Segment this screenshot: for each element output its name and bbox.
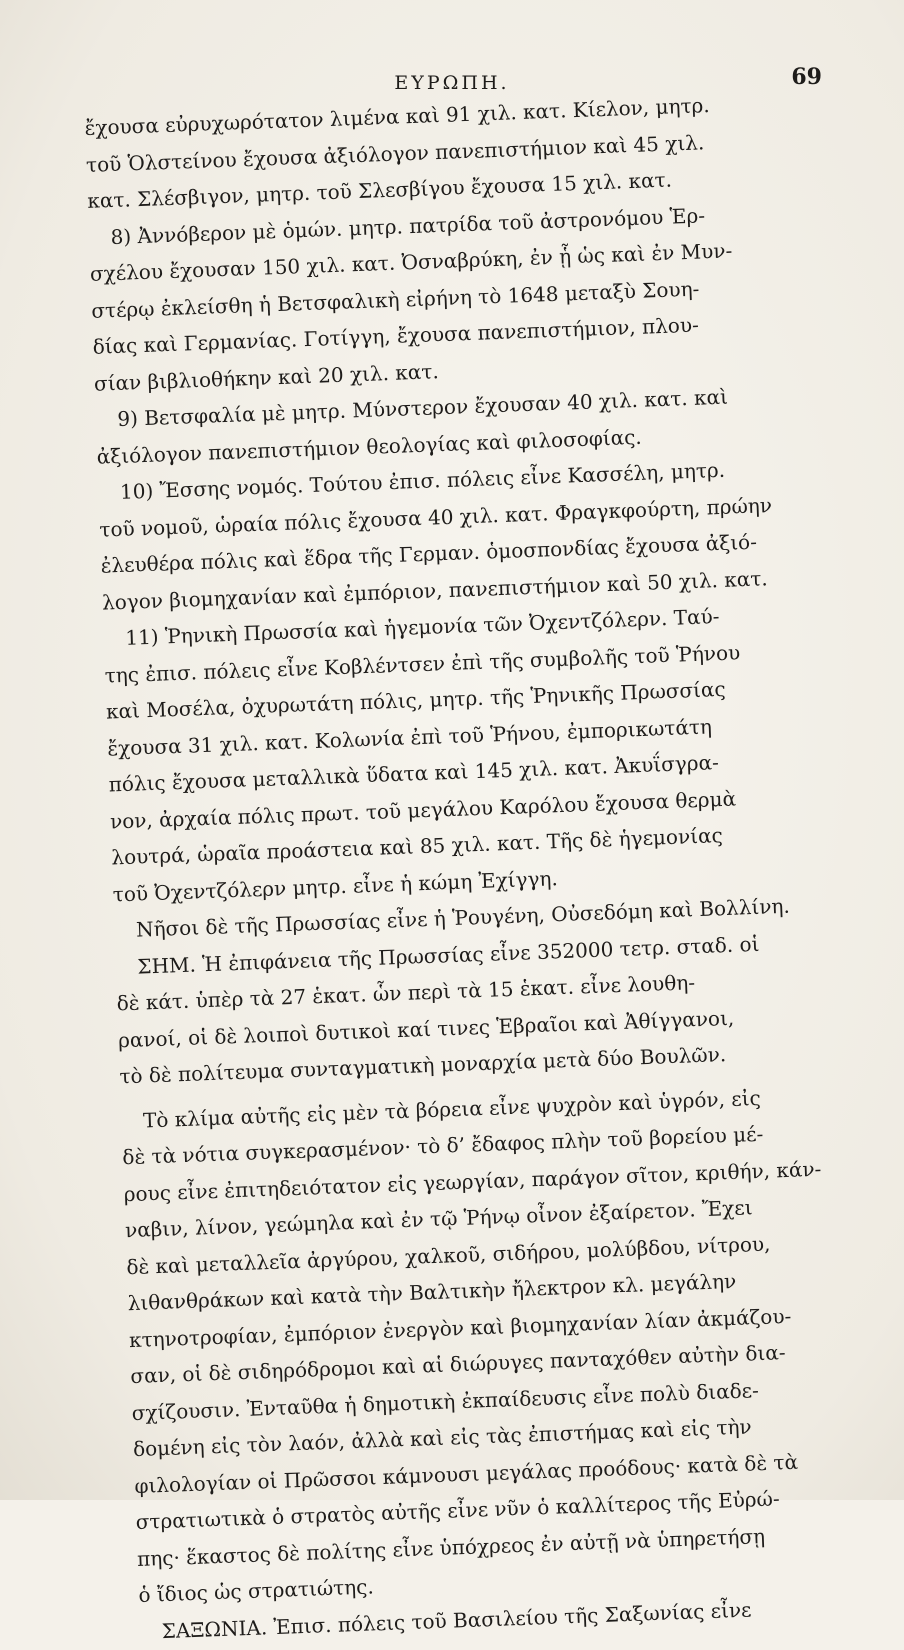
text-line: πόλις ἔχουσα μεταλλικὰ ὕδατα καὶ 145 χιλ. κατ. Ἀκυΐσγρα- bbox=[108, 750, 720, 797]
text-line: σίαν βιβλιοθήκην καὶ 20 χιλ. κατ. bbox=[93, 358, 440, 396]
text-line: δομένη εἰς τὸν λαόν, ἀλλὰ καὶ εἰς τὰς ἐπιστήμας καὶ εἰς τὴν bbox=[132, 1414, 753, 1462]
text-line: ρανοί, οἱ δὲ λοιποὶ δυτικοὶ καί τινες Ἑβραῖοι καὶ Ἀθίγγανοι, bbox=[117, 1005, 735, 1052]
text-line: 8) Ἀννόβερον μὲ ὁμών. μητρ. πατρίδα τοῦ ἀστρονόμου Ἑρ- bbox=[110, 202, 706, 249]
text-line: λουτρά, ὡραῖα προάστεια καὶ 85 χιλ. κατ. Τῆς δὲ ἡγεμονίας bbox=[110, 823, 724, 870]
text-line: Νῆσοι δὲ τῆς Πρωσσίας εἶνε ἡ Ῥουγένη, Οὐσεδόμη καὶ Βολλίνη. bbox=[135, 893, 791, 942]
text-line: δὲ κάτ. ὑπὲρ τὰ 27 ἑκατ. ὧν περὶ τὰ 15 ἑκατ. εἶνε λουθη- bbox=[116, 970, 696, 1016]
text-line: Τὸ κλίμα αὐτῆς εἰς μὲν τὰ βόρεια εἶνε ψυχρὸν καὶ ὑγρόν, εἰς bbox=[142, 1085, 762, 1133]
text-line: λιθανθράκων καὶ κατὰ τὴν Βαλτικὴν ἤλεκτρον κλ. μεγάλην bbox=[127, 1268, 737, 1316]
text-line: δὲ καὶ μεταλλεῖα ἀργύρου, χαλκοῦ, σιδήρου, μολύβδου, νίτρου, bbox=[125, 1231, 771, 1279]
text-line: σαν, οἱ δὲ σιδηρόδρομοι καὶ αἱ διώρυγες πανταχόθεν αὐτὴν δια- bbox=[129, 1340, 786, 1389]
text-line: ναβιν, λίνον, γεώμηλα καὶ ἐν τῷ Ῥήνῳ οἶνον ἐξαίρετον. Ἔχει bbox=[124, 1195, 753, 1243]
text-line: ὁ ἴδιος ὡς στρατιώτης. bbox=[138, 1574, 375, 1607]
text-line: τὸ δὲ πολίτευμα συνταγματικὴ μοναρχία μετὰ δύο Βουλῶν. bbox=[118, 1042, 727, 1089]
text-line: κτηνοτροφίαν, ἐμπόριον ἐνεργὸν καὶ βιομηχανίαν λίαν ἀκμάζου- bbox=[128, 1303, 792, 1352]
text-line: σχίζουσιν. Ἐνταῦθα ἡ δημοτικὴ ἐκπαίδευσις εἶνε πολὺ διαδε- bbox=[131, 1377, 760, 1425]
text-line: ἔχουσα εὐρυχωρότατον λιμένα καὶ 91 χιλ. κατ. Κίελον, μητρ. bbox=[84, 93, 711, 140]
text-line: 10) Ἔσσης νομός. Τούτου ἐπισ. πόλεις εἶνε Κασσέλη, μητρ. bbox=[119, 457, 726, 504]
text-line: δίας καὶ Γερμανίας. Γοτίγγη, ἔχουσα πανεπιστήμιον, πλου- bbox=[92, 312, 700, 359]
text-line: λογον βιομηχανίαν καὶ ἐμπόριον, πανεπιστήμιον καὶ 50 χιλ. κατ. bbox=[101, 565, 769, 615]
text-line: τοῦ νομοῦ, ὡραία πόλις ἔχουσα 40 χιλ. κατ. Φραγκφούρτη, πρώην bbox=[98, 492, 773, 542]
body-text bbox=[84, 83, 876, 1650]
running-head: ΕΥΡΩΠΗ. bbox=[394, 72, 510, 94]
text-line: ἐλευθέρα πόλις καὶ ἕδρα τῆς Γερμαν. ὁμοσπονδίας ἔχουσα ἀξιό- bbox=[100, 529, 758, 578]
text-line: ΣΗΜ. Ἡ ἐπιφάνεια τῆς Πρωσσίας εἶνε 352000 τετρ. σταδ. οἱ bbox=[136, 931, 760, 979]
text-line: δὲ τὰ νότια συγκερασμένον· τὸ δ’ ἔδαφος πλὴν τοῦ βορείου μέ- bbox=[121, 1121, 764, 1170]
text-line: νον, ἀρχαία πόλις πρωτ. τοῦ μεγάλου Καρόλου ἔχουσα θερμὰ bbox=[109, 786, 737, 834]
text-line: ἀξιόλογον πανεπιστήμιον θεολογίας καὶ φιλοσοφίας. bbox=[96, 424, 643, 469]
text-line: κατ. Σλέσβιγον, μητρ. τοῦ Σλεσβίγου ἔχουσα 15 χιλ. κατ. bbox=[86, 167, 673, 213]
text-line: φιλολογίαν οἱ Πρῶσσοι κάμνουσι μεγάλας προόδους· κατὰ δὲ τὰ bbox=[134, 1449, 799, 1498]
text-line: τοῦ Ὁλστείνου ἔχουσα ἀξιόλογον πανεπιστήμιον καὶ 45 χιλ. bbox=[85, 129, 705, 177]
text-line: καὶ Μοσέλα, ὀχυρωτάτη πόλις, μητρ. τῆς Ῥηνικῆς Πρωσσίας bbox=[105, 676, 727, 724]
text-line: στρατιωτικὰ ὁ στρατὸς αὐτῆς εἶνε νῦν ὁ καλλίτερος τῆς Εὐρώ- bbox=[135, 1486, 781, 1535]
text-line: ἔχουσα 31 χιλ. κατ. Κολωνία ἐπὶ τοῦ Ῥήνου, ἐμπορικωτάτη bbox=[106, 713, 713, 761]
text-line: πης· ἕκαστος δὲ πολίτης εἶνε ὑπόχρεος ἐν αὐτῇ νὰ ὑπηρετήσῃ bbox=[136, 1523, 766, 1571]
text-line: ΣΑΞΩΝΙΑ. Ἐπισ. πόλεις τοῦ Βασιλείου τῆς Σαξωνίας εἶνε bbox=[161, 1597, 752, 1643]
page-number: 69 bbox=[791, 64, 822, 90]
text-line: τοῦ Ὀχεντζόλερν μητρ. εἶνε ἡ κώμη Ἐχίγγη. bbox=[112, 865, 559, 906]
text-line: 9) Βετσφαλία μὲ μητρ. Μύνστερον ἔχουσαν 40 χιλ. κατ. καὶ bbox=[116, 384, 729, 431]
text-line: της ἐπισ. πόλεις εἶνε Κοβλέντσεν ἐπὶ τῆς συμβολῆς τοῦ Ῥήνου bbox=[104, 639, 741, 688]
text-line: σχέλου ἔχουσαν 150 χιλ. κατ. Ὀσναβρύκη, ἐν ᾗ ὡς καὶ ἐν Μυν- bbox=[89, 238, 733, 286]
text-line: ρους εἶνε ἐπιτηδειότατον εἰς γεωργίαν, παράγον σῖτον, κριθήν, κάν- bbox=[123, 1156, 822, 1206]
text-line: στέρῳ ἐκλείσθη ἡ Βετσφαλικὴ εἰρήνη τὸ 1648 μεταξὺ Σουη- bbox=[90, 276, 700, 323]
text-line: 11) Ῥηνικὴ Πρωσσία καὶ ἡγεμονία τῶν Ὀχεντζόλερν. Ταύ- bbox=[124, 604, 720, 650]
